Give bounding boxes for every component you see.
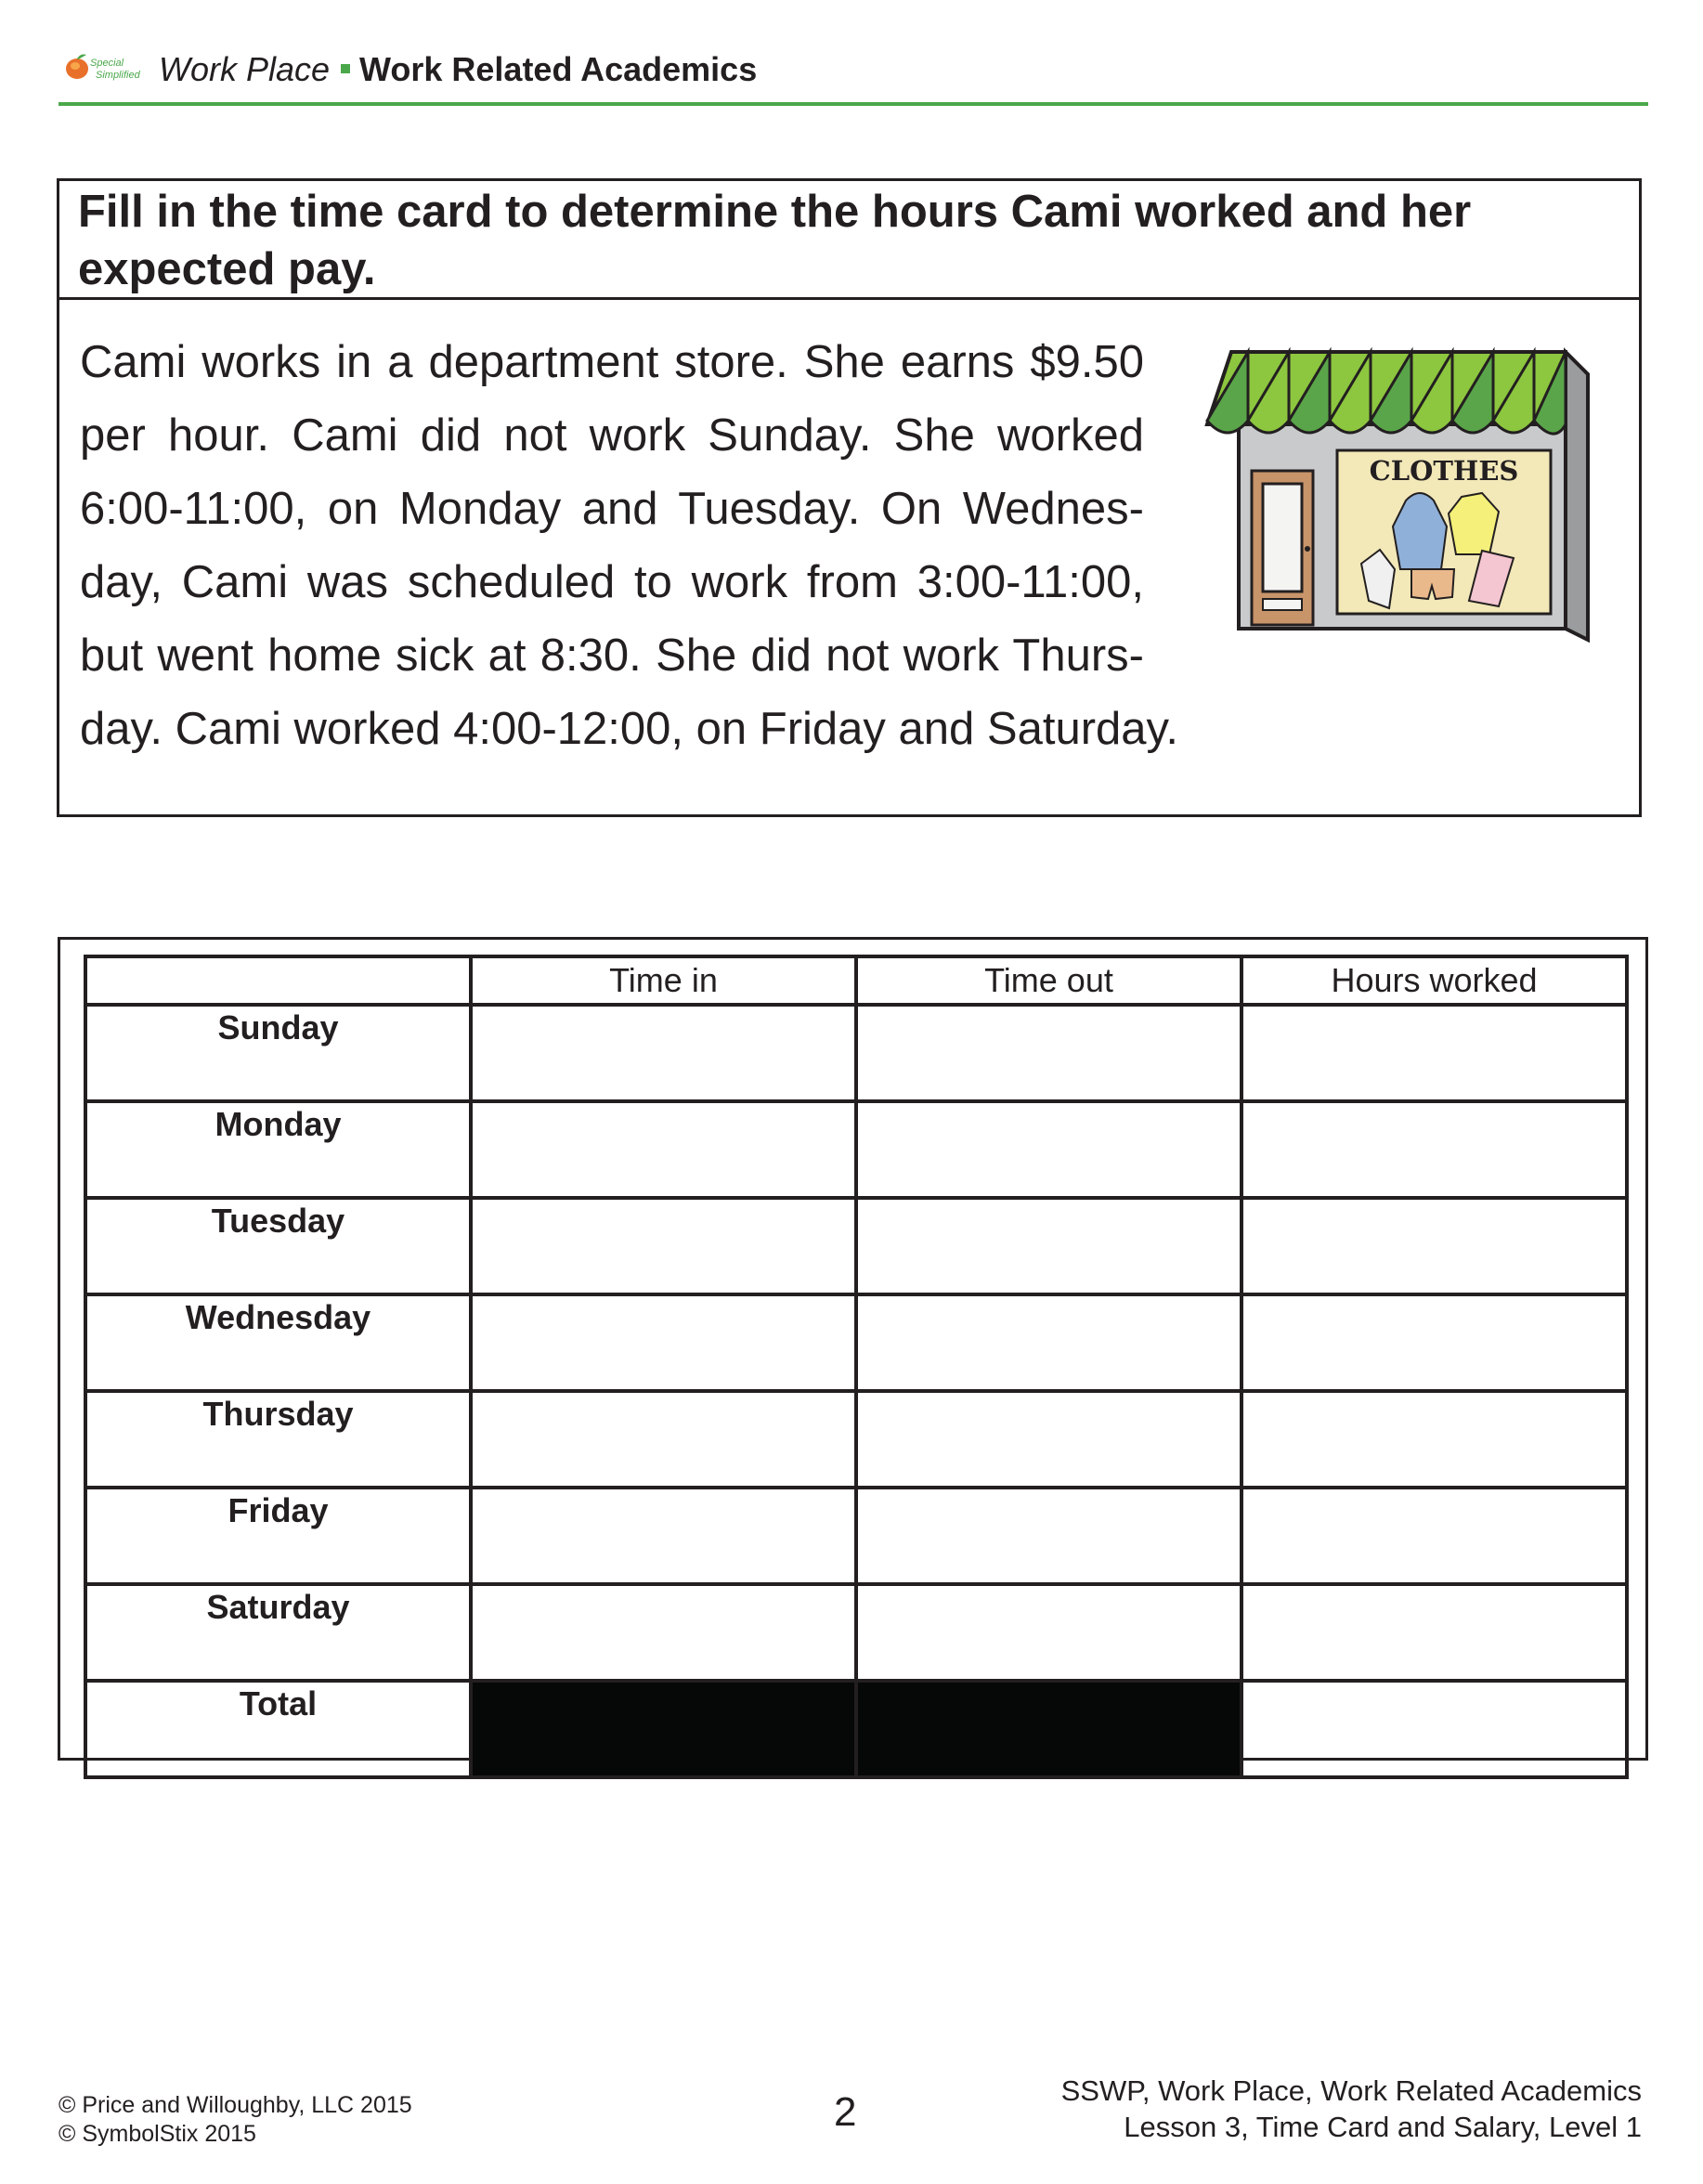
page-number: 2 [834,2089,857,2135]
svg-text:Simplified: Simplified [96,70,140,81]
time-out-cell[interactable] [856,1294,1242,1391]
blocked-cell [471,1681,856,1777]
time-out-cell[interactable] [856,1005,1242,1101]
problem-line: day. Cami worked 4:00-12:00, on Friday and Saturday. [80,704,1178,754]
time-in-cell[interactable] [471,1294,856,1391]
problem-line: but went home sick at 8:30. She did not work Thurs- [80,630,1144,681]
day-label: Thursday [85,1391,471,1488]
table-row [85,1391,1627,1488]
table-row [85,1488,1627,1584]
problem-line: Cami works in a department store. She earns $9.50 [80,337,1144,387]
table-row [85,1101,1627,1198]
time-out-cell[interactable] [856,1488,1242,1584]
header-divider [58,102,1648,106]
time-in-cell[interactable] [471,1101,856,1198]
problem-title-bar [59,181,1639,300]
column-header-time-in: Time in [471,956,856,1005]
lesson-line: Lesson 3, Time Card and Salary, Level 1 [1124,2111,1642,2143]
hours-worked-cell[interactable] [1242,1005,1627,1101]
hours-worked-cell[interactable] [1242,1584,1627,1681]
total-row [85,1681,1627,1777]
problem-line: per hour. Cami did not work Sunday. She worked [80,410,1144,461]
day-label: Friday [85,1488,471,1584]
page-header [58,45,1648,106]
blocked-cell [856,1681,1242,1777]
time-in-cell[interactable] [471,1391,856,1488]
hours-worked-cell[interactable] [1242,1488,1627,1584]
hours-worked-cell[interactable] [1242,1391,1627,1488]
time-card [58,937,1648,1761]
copyright-line: © SymbolStix 2015 [58,2121,256,2147]
column-header-day [85,956,471,1005]
course-line: SSWP, Work Place, Work Related Academics [1060,2074,1642,2107]
copyright-line: © Price and Willoughby, LLC 2015 [58,2092,412,2118]
problem-box [57,178,1642,817]
time-out-cell[interactable] [856,1101,1242,1198]
day-label: Monday [85,1101,471,1198]
hours-worked-cell[interactable] [1242,1294,1627,1391]
time-in-cell[interactable] [471,1488,856,1584]
column-header-hours-worked: Hours worked [1242,956,1627,1005]
day-label: Sunday [85,1005,471,1101]
problem-line: 6:00-11:00, on Monday and Tuesday. On Wednes- [80,484,1144,534]
day-label: Wednesday [85,1294,471,1391]
time-in-cell[interactable] [471,1198,856,1294]
time-out-cell[interactable] [856,1391,1242,1488]
time-in-cell[interactable] [471,1584,856,1681]
day-label: Tuesday [85,1198,471,1294]
problem-line: day, Cami was scheduled to work from 3:00-11:00, [80,557,1144,607]
table-header-row [85,956,1627,1005]
clothing-store-icon [1203,341,1631,662]
table-row [85,1294,1627,1391]
problem-text [80,326,1306,766]
table-row [85,1198,1627,1294]
time-card-table [84,955,1629,1779]
hours-worked-cell[interactable] [1242,1101,1627,1198]
header-section: Work Place [159,50,331,88]
footer-copyright [58,2091,412,2149]
hours-worked-cell[interactable] [1242,1198,1627,1294]
column-header-time-out: Time out [856,956,1242,1005]
total-hours-cell[interactable] [1242,1681,1627,1777]
header-topic: Work Related Academics [359,50,758,88]
special-simplified-logo-icon [64,52,140,84]
time-out-cell[interactable] [856,1198,1242,1294]
store-sign: CLOTHES [1369,455,1519,487]
header-separator [341,64,350,73]
table-row [85,1584,1627,1681]
time-in-cell[interactable] [471,1005,856,1101]
svg-text:Special: Special [90,58,124,69]
time-out-cell[interactable] [856,1584,1242,1681]
total-label: Total [85,1681,471,1777]
footer-course-info [1061,2073,1642,2145]
problem-title: Fill in the time card to determine the hours Cami worked and her expected pay. [78,187,1472,294]
day-label: Saturday [85,1584,471,1681]
table-row [85,1005,1627,1101]
header-title [159,50,757,89]
